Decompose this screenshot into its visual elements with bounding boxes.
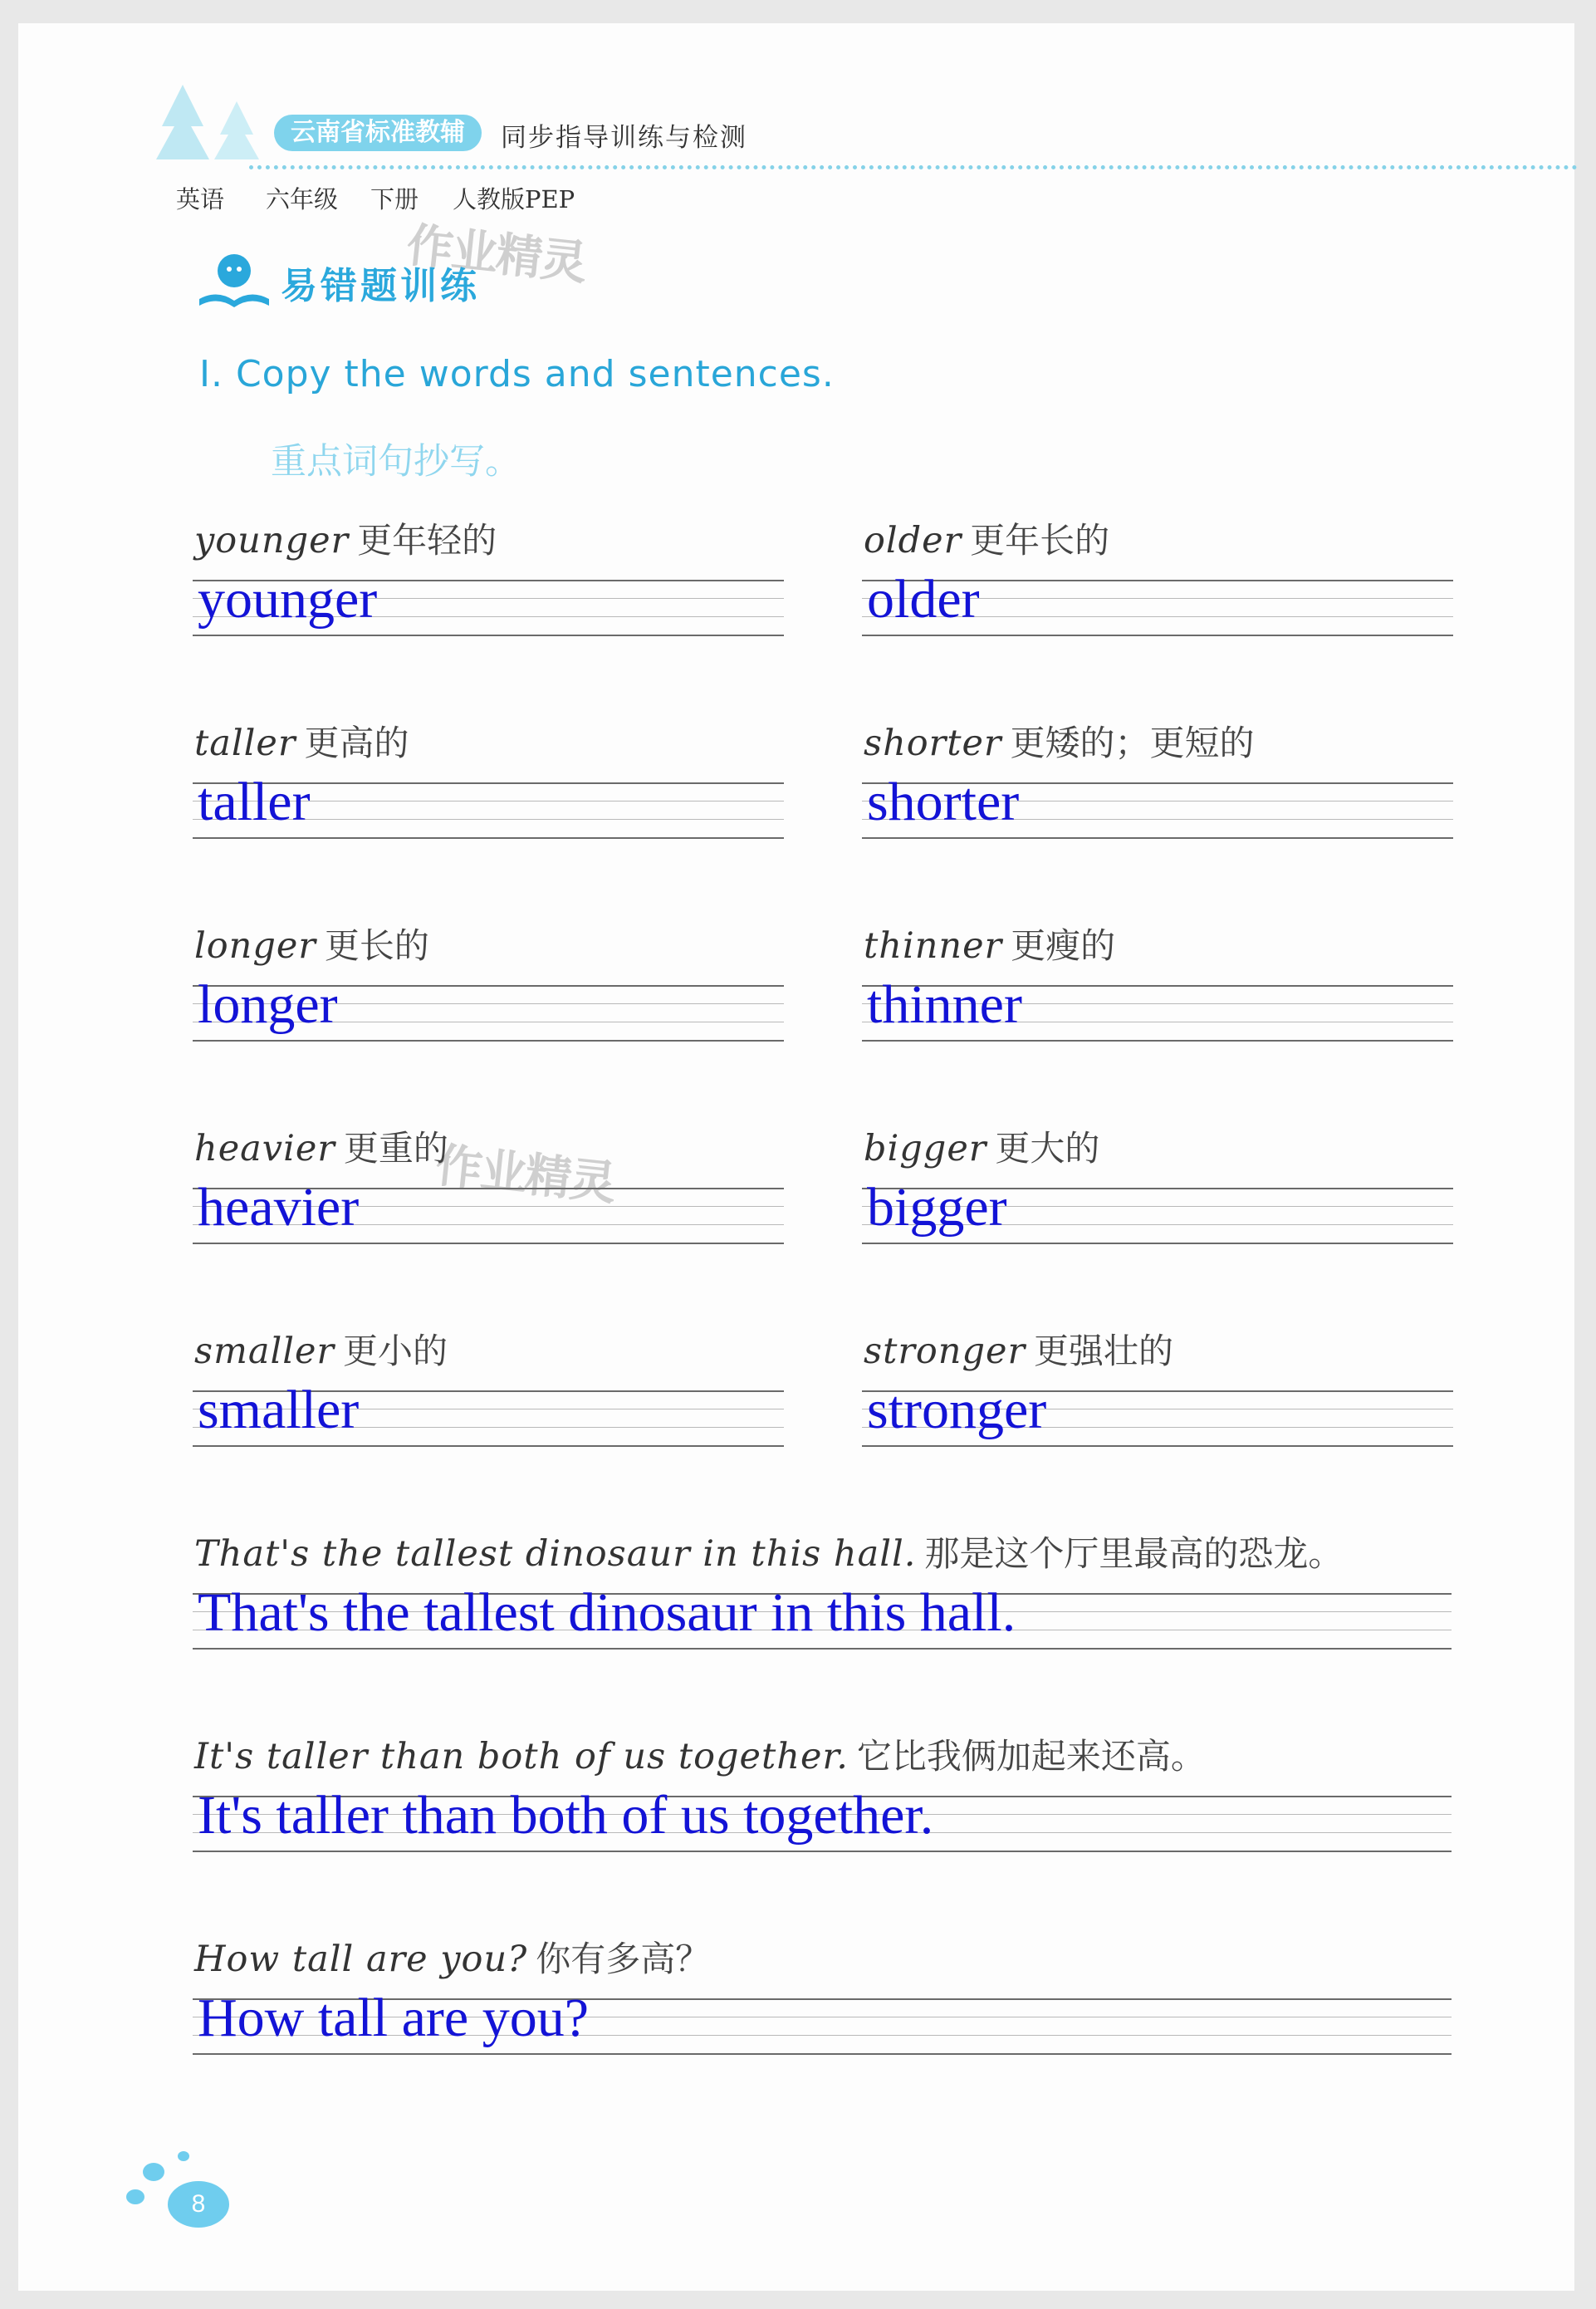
prompt-meaning: 更强壮的 (1034, 1331, 1174, 1371)
prompt-word: smaller (194, 1331, 335, 1372)
word-exercise-shorter (862, 716, 1453, 882)
prompt-sentence: It's taller than both of us together. (194, 1736, 849, 1777)
prompt-word: longer (194, 925, 316, 967)
answer-text: That's the tallest dinosaur in this hall. (198, 1582, 1016, 1643)
prompt-word: younger (194, 520, 350, 561)
sentence-exercise-3 (193, 1932, 1452, 2098)
series-title: 同步指导训练与检测 (501, 123, 747, 153)
word-exercise-longer (193, 919, 784, 1085)
watermark: 作业精灵 (404, 218, 589, 292)
prompt-meaning: 更矮的；更短的 (1010, 723, 1255, 763)
prompt-meaning: 那是这个厅里最高的恐龙。 (924, 1533, 1344, 1574)
prompt-meaning: 更长的 (324, 925, 429, 966)
page-number: 8 (168, 2181, 229, 2228)
prompt-meaning: 更高的 (304, 723, 409, 763)
prompt-word: shorter (864, 723, 1002, 764)
answer-text: It's taller than both of us together. (198, 1785, 934, 1846)
reading-book-icon (193, 249, 276, 316)
prompt-meaning: 你有多高？ (536, 1939, 711, 1979)
exercise-instruction-cn: 重点词句抄写。 (271, 441, 521, 483)
answer-text: older (867, 569, 980, 630)
answer-text: How tall are you? (198, 1988, 589, 2048)
answer-text: thinner (867, 974, 1022, 1035)
watermark: 作业精灵 (433, 1138, 618, 1212)
prompt-meaning: 更年长的 (970, 520, 1110, 561)
section-title: 易错题训练 (281, 265, 480, 307)
subject-label: 英语 (176, 185, 225, 213)
prompt-word: older (864, 520, 962, 561)
sentence-exercise-2 (193, 1729, 1452, 1895)
prompt-word: heavier (194, 1128, 335, 1169)
answer-text: younger (198, 569, 378, 630)
word-exercise-stronger (862, 1324, 1453, 1490)
prompt-sentence: That's the tallest dinosaur in this hall. (194, 1533, 917, 1575)
prompt-meaning: 更重的 (343, 1128, 448, 1169)
decorative-dot (143, 2163, 164, 2181)
prompt-meaning: 更大的 (995, 1128, 1100, 1169)
answer-text: longer (198, 974, 338, 1035)
tree-decoration-icon (149, 76, 274, 168)
word-exercise-older (862, 513, 1453, 679)
prompt-meaning: 更年轻的 (357, 520, 497, 561)
answer-text: heavier (198, 1177, 360, 1238)
word-exercise-taller (193, 716, 784, 882)
answer-text: stronger (867, 1380, 1047, 1440)
word-exercise-smaller (193, 1324, 784, 1490)
prompt-meaning: 更瘦的 (1011, 925, 1116, 966)
word-exercise-heavier (193, 1121, 784, 1287)
prompt-meaning: 它比我俩加起来还高。 (856, 1736, 1206, 1777)
volume-label: 下册 (370, 185, 419, 213)
series-badge: 云南省标准教辅 (274, 115, 482, 151)
decorative-dot (178, 2151, 189, 2161)
prompt-sentence: How tall are you? (194, 1939, 528, 1980)
decorative-dot (126, 2189, 144, 2204)
prompt-word: bigger (864, 1128, 987, 1169)
prompt-meaning: 更小的 (343, 1331, 448, 1371)
answer-text: smaller (198, 1380, 360, 1440)
word-exercise-bigger (862, 1121, 1453, 1287)
grade-label: 六年级 (266, 185, 339, 213)
answer-text: shorter (867, 772, 1020, 832)
edition-label: 人教版PEP (453, 185, 575, 213)
answer-text: bigger (867, 1177, 1007, 1238)
word-exercise-thinner (862, 919, 1453, 1085)
answer-text: taller (198, 772, 311, 832)
prompt-word: thinner (864, 925, 1003, 967)
sentence-exercise-1 (193, 1527, 1452, 1693)
exercise-instruction: Ⅰ. Copy the words and sentences. (199, 353, 835, 395)
header-divider (249, 165, 1578, 169)
prompt-word: taller (194, 723, 296, 764)
word-exercise-younger (193, 513, 784, 679)
prompt-word: stronger (864, 1331, 1026, 1372)
